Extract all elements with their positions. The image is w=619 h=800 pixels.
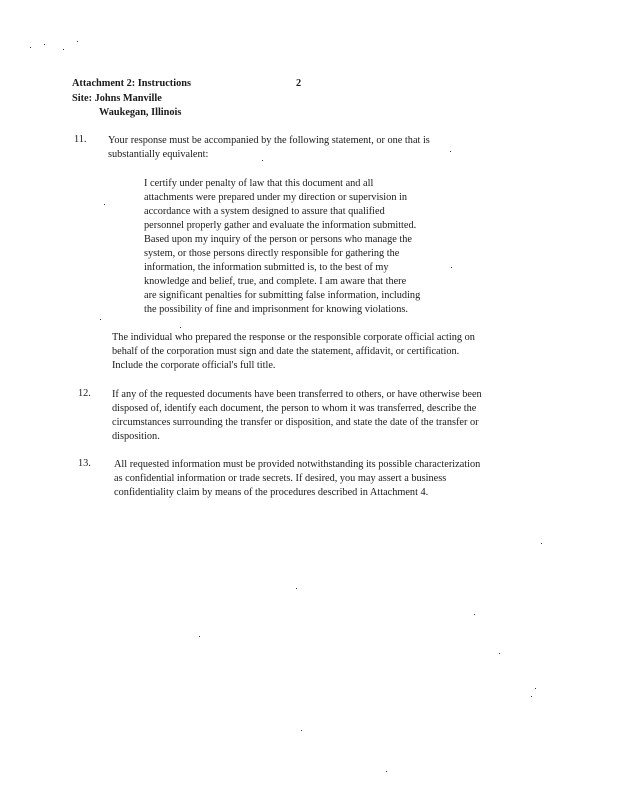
header-site: Site: Johns Manville: [72, 93, 162, 104]
certification-line: personnel properly gather and evaluate the information submitted.: [144, 220, 417, 231]
item-12-line: disposed of, identify each document, the person to whom it was transferred, describe the: [112, 403, 477, 414]
item-12-number: 12.: [78, 388, 91, 399]
scan-speck: [104, 204, 105, 205]
scan-speck: [30, 47, 31, 48]
item-13-line: as confidential information or trade secrets. If desired, you may assert a business: [114, 473, 447, 484]
item-11-intro-line: Your response must be accompanied by the following statement, or one that is: [108, 135, 430, 146]
item-12-line: circumstances surrounding the transfer or disposition, and state the date of the transfer or: [112, 417, 479, 428]
scan-speck: [541, 543, 542, 544]
certification-line: information, the information submitted is, to the best of my: [144, 262, 389, 273]
item-13-line: All requested information must be provided notwithstanding its possible characterization: [114, 459, 481, 470]
signature-requirement-line: behalf of the corporation must sign and date the statement, affidavit, or certification.: [112, 346, 460, 357]
scan-speck: [296, 588, 297, 589]
scan-speck: [535, 688, 536, 689]
item-13-line: confidentiality claim by means of the procedures described in Attachment 4.: [114, 487, 429, 498]
certification-line: system, or those persons directly responsible for gathering the: [144, 248, 400, 259]
certification-line: accordance with a system designed to assure that qualified: [144, 206, 385, 217]
header-location: Waukegan, Illinois: [99, 107, 182, 118]
scan-speck: [44, 44, 45, 45]
scan-speck: [199, 636, 200, 637]
scan-speck: [301, 730, 302, 731]
scan-speck: [100, 319, 101, 320]
certification-line: Based upon my inquiry of the person or persons who manage the: [144, 234, 412, 245]
certification-line: knowledge and belief, true, and complete. I am aware that there: [144, 276, 407, 287]
scan-speck: [531, 696, 532, 697]
header-title: Attachment 2: Instructions: [72, 78, 191, 89]
item-11-intro-line: substantially equivalent:: [108, 149, 209, 160]
certification-line: are significant penalties for submitting false information, including: [144, 290, 421, 301]
item-11-number: 11.: [74, 134, 87, 145]
scan-speck: [77, 41, 78, 42]
page-number: 2: [296, 78, 302, 89]
signature-requirement-line: Include the corporate official's full title.: [112, 360, 276, 371]
scan-speck: [499, 653, 500, 654]
scan-speck: [451, 267, 452, 268]
signature-requirement-line: The individual who prepared the response or the responsible corporate official acting on: [112, 332, 475, 343]
item-13-number: 13.: [78, 458, 91, 469]
certification-line: the possibility of fine and imprisonment for knowing violations.: [144, 304, 408, 315]
scan-speck: [262, 160, 263, 161]
item-12-line: If any of the requested documents have been transferred to others, or have otherwise been: [112, 389, 482, 400]
scan-speck: [180, 327, 181, 328]
scan-speck: [474, 614, 475, 615]
scan-speck: [63, 49, 64, 50]
scan-speck: [450, 151, 451, 152]
certification-line: attachments were prepared under my direction or supervision in: [144, 192, 408, 203]
item-12-line: disposition.: [112, 431, 160, 442]
scan-speck: [386, 771, 387, 772]
certification-line: I certify under penalty of law that this document and all: [144, 178, 374, 189]
